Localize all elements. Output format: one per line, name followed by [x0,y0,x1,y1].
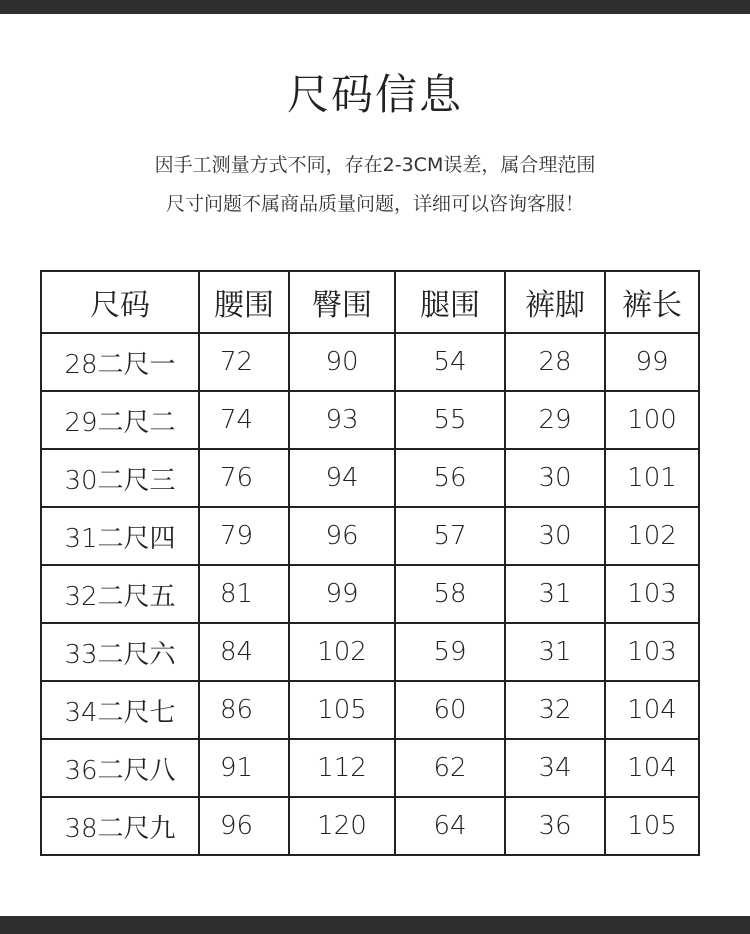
cell-leg-opening: 28 [505,333,605,391]
cell-waist [199,681,289,739]
cell-hip: 96 [289,507,395,565]
cell-length: 103 [605,623,699,681]
cell-length: 104 [605,739,699,797]
cell-hip: 94 [289,449,395,507]
cell-leg-opening: 30 [505,507,605,565]
cell-size: 28二尺一 [41,333,199,391]
cell-size: 29二尺二 [41,391,199,449]
cell-length: 102 [605,507,699,565]
cell-waist-value: 74 [220,405,254,435]
cell-thigh: 56 [395,449,505,507]
header-leg-opening: 裤脚 [505,271,605,333]
table-row [41,391,699,449]
cell-thigh: 64 [395,797,505,855]
cell-waist-value: 86 [220,695,254,725]
table-row [41,507,699,565]
cell-thigh: 59 [395,623,505,681]
cell-leg-opening: 29 [505,391,605,449]
header-size: 尺码 [41,271,199,333]
header-waist [199,271,289,333]
header-length: 裤长 [605,271,699,333]
cell-hip: 99 [289,565,395,623]
table-row [41,681,699,739]
cell-leg-opening: 30 [505,449,605,507]
cell-hip: 112 [289,739,395,797]
cell-size: 30二尺三 [41,449,199,507]
cell-waist [199,507,289,565]
cell-waist [199,391,289,449]
cell-waist-value: 79 [220,521,254,551]
header-thigh: 腿围 [395,271,505,333]
cell-length: 104 [605,681,699,739]
cell-thigh: 62 [395,739,505,797]
cell-leg-opening: 31 [505,565,605,623]
cell-leg-opening: 31 [505,623,605,681]
cell-thigh: 58 [395,565,505,623]
header-waist-label: 腰围 [214,288,274,323]
cell-hip: 120 [289,797,395,855]
cell-size: 33二尺六 [41,623,199,681]
cell-waist-value: 81 [220,579,254,609]
cell-length: 101 [605,449,699,507]
cell-hip: 90 [289,333,395,391]
cell-waist [199,449,289,507]
header-hip: 臀围 [289,271,395,333]
page-title: 尺码信息 [286,70,463,119]
table-row [41,623,699,681]
cell-length: 103 [605,565,699,623]
cell-waist [199,797,289,855]
table-row [41,333,699,391]
table-header-row [41,271,699,333]
cell-waist-value: 96 [220,811,254,841]
cell-size: 31二尺四 [41,507,199,565]
table-row [41,565,699,623]
cell-waist [199,333,289,391]
cell-leg-opening: 32 [505,681,605,739]
cell-hip: 93 [289,391,395,449]
cell-waist [199,565,289,623]
note-line-1: 因手工测量方式不同，存在2-3CM误差，属合理范围 [154,154,596,176]
cell-length: 99 [605,333,699,391]
cell-waist-value: 76 [220,463,254,493]
cell-waist [199,623,289,681]
cell-waist-value: 84 [220,637,254,667]
cell-hip: 102 [289,623,395,681]
cell-length: 105 [605,797,699,855]
cell-size: 32二尺五 [41,565,199,623]
table-row [41,449,699,507]
cell-thigh: 54 [395,333,505,391]
cell-hip: 105 [289,681,395,739]
cell-waist-value: 72 [220,347,254,377]
cell-leg-opening: 34 [505,739,605,797]
cell-length: 100 [605,391,699,449]
note-line-2: 尺寸问题不属商品质量问题，详细可以咨询客服！ [165,193,584,215]
cell-leg-opening: 36 [505,797,605,855]
cell-thigh: 57 [395,507,505,565]
size-table [40,270,700,856]
cell-thigh: 60 [395,681,505,739]
bottom-bar [0,916,750,934]
cell-waist [199,739,289,797]
cell-size: 36二尺八 [41,739,199,797]
cell-thigh: 55 [395,391,505,449]
cell-size: 34二尺七 [41,681,199,739]
top-bar [0,0,750,14]
cell-size: 38二尺九 [41,797,199,855]
table-row [41,739,699,797]
cell-waist-value: 91 [220,753,254,783]
table-row [41,797,699,855]
